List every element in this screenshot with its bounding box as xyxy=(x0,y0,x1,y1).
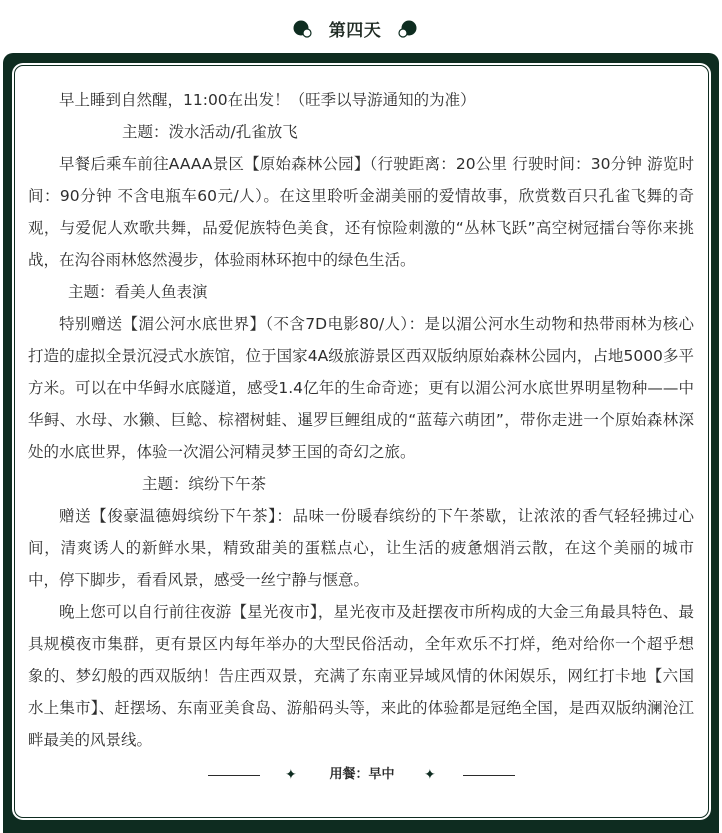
afternoon-tea-paragraph: 赠送【俊豪温德姆缤纷下午茶】：品味一份暖春缤纷的下午茶歇，让浓浓的香气轻轻拂过心间，清爽诱人的新鲜水果，精致甜美的蛋糕点心，让生活的疲惫烟消云散，在这个美丽的城市中，停下脚步，看看风景，感受一丝宁静与惬意。 xyxy=(28,507,694,589)
leaf-dot-right-icon xyxy=(398,18,418,38)
page-title: 第四天 xyxy=(328,21,382,41)
star-icon: ✦ xyxy=(424,767,436,783)
theme-heading: 主题：看美人鱼表演 xyxy=(68,283,208,301)
theme-heading: 主题：缤纷下午茶 xyxy=(142,475,267,493)
divider-line xyxy=(463,775,515,776)
intro-paragraph: 早上睡到自然醒，11:00在出发！（旺季以导游通知的为准） xyxy=(59,91,476,109)
aquarium-paragraph: 特别赠送【湄公河水底世界】（不含7D电影80/人）：是以湄公河水生动物和热带雨林为核心打造的虚拟全景沉浸式水族馆，位于国家4A级旅游景区西双版纳原始森林公园内，占地5000多平方米。可以在中华鲟水底隧道，感受1.4亿年的生命奇迹；更有以湄公河水底世界明星物种——中华鲟、水母、水獭、巨鲶、棕褶树蛙、暹罗巨鲤组成的“蓝莓六萌团”，带你走进一个原始森林深处的水底世界，体验一次湄公河精灵梦王国的奇幻之旅。 xyxy=(28,315,694,461)
forest-park-paragraph: 早餐后乘车前往AAAA景区【原始森林公园】（行驶距离：20公里 行驶时间：30分钟 游览时间：90分钟 不含电瓶车60元/人）。在这里聆听金湖美丽的爱情故事，欣赏数百只孔雀飞舞的奇观，与爱伲人欢歌共舞，品爱伲族特色美食，还有惊险刺激的“丛林飞跃”高空树冠擂台等你来挑战，在沟谷雨林悠然漫步，体验雨林环抱中的绿色生活。 xyxy=(28,155,694,269)
meal-label: 用餐：早中 xyxy=(329,767,395,782)
day-header xyxy=(0,0,722,56)
meal-footer xyxy=(0,763,722,787)
star-icon: ✦ xyxy=(285,767,297,783)
theme-heading: 主题：泼水活动/孔雀放飞 xyxy=(122,123,298,141)
itinerary-content xyxy=(28,84,694,756)
leaf-dot-left-icon xyxy=(292,18,312,38)
divider-line xyxy=(208,775,260,776)
night-market-paragraph: 晚上您可以自行前往夜游【星光夜市】，星光夜市及赶摆夜市所构成的大金三角最具特色、最具规模夜市集群，更有景区内每年举办的大型民俗活动，全年欢乐不打烊，绝对给你一个超乎想象的、梦幻般的西双版纳！告庄西双景，充满了东南亚异域风情的休闲娱乐，网红打卡地【六国水上集市】、赶摆场、东南亚美食岛、游船码头等，来此的体验都是冠绝全国，是西双版纳澜沧江畔最美的风景线。 xyxy=(28,603,694,749)
